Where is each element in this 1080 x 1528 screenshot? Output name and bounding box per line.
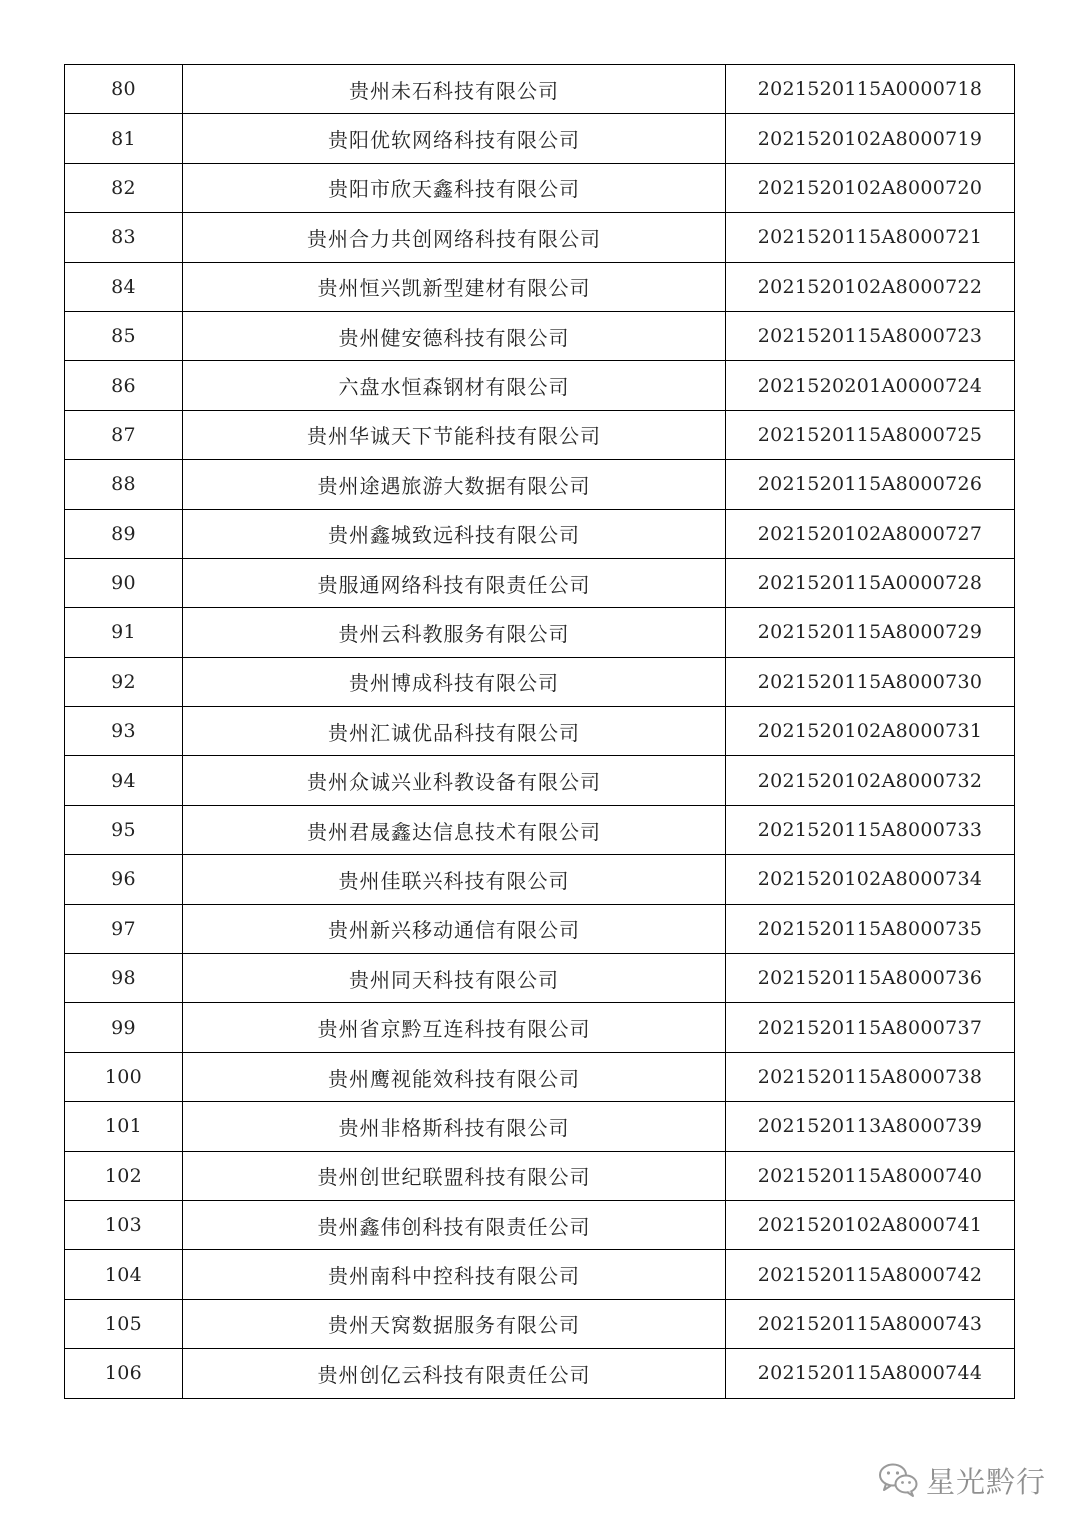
row-number: 106 xyxy=(65,1349,183,1398)
row-number: 100 xyxy=(65,1052,183,1101)
registration-code: 2021520115A8000726 xyxy=(726,460,1015,509)
table-row xyxy=(65,1250,1015,1299)
company-name: 贵州恒兴凯新型建材有限公司 xyxy=(183,262,726,311)
row-number: 80 xyxy=(65,65,183,114)
company-name: 贵州汇诚优品科技有限公司 xyxy=(183,707,726,756)
registration-code: 2021520115A8000740 xyxy=(726,1151,1015,1200)
row-number: 105 xyxy=(65,1299,183,1348)
company-name: 贵州途遇旅游大数据有限公司 xyxy=(183,460,726,509)
row-number: 99 xyxy=(65,1003,183,1052)
company-name: 贵州佳联兴科技有限公司 xyxy=(183,855,726,904)
registration-table xyxy=(64,64,1015,1399)
row-number: 91 xyxy=(65,608,183,657)
row-number: 85 xyxy=(65,311,183,360)
registration-code: 2021520115A8000725 xyxy=(726,410,1015,459)
row-number: 94 xyxy=(65,756,183,805)
table-row xyxy=(65,509,1015,558)
registration-code: 2021520115A8000733 xyxy=(726,805,1015,854)
table-row xyxy=(65,1349,1015,1398)
company-name: 贵州天窝数据服务有限公司 xyxy=(183,1299,726,1348)
registration-code: 2021520102A8000720 xyxy=(726,163,1015,212)
row-number: 82 xyxy=(65,163,183,212)
company-name: 贵州新兴移动通信有限公司 xyxy=(183,904,726,953)
company-name: 贵州鹰视能效科技有限公司 xyxy=(183,1052,726,1101)
registration-code: 2021520115A8000723 xyxy=(726,311,1015,360)
company-name: 贵州君晟鑫达信息技术有限公司 xyxy=(183,805,726,854)
row-number: 102 xyxy=(65,1151,183,1200)
wechat-icon xyxy=(878,1462,918,1498)
company-name: 贵州合力共创网络科技有限公司 xyxy=(183,213,726,262)
company-name: 贵州鑫伟创科技有限责任公司 xyxy=(183,1200,726,1249)
table-row xyxy=(65,114,1015,163)
company-name: 贵州同天科技有限公司 xyxy=(183,954,726,1003)
registration-code: 2021520102A8000719 xyxy=(726,114,1015,163)
table-row xyxy=(65,1200,1015,1249)
company-name: 贵州博成科技有限公司 xyxy=(183,657,726,706)
row-number: 95 xyxy=(65,805,183,854)
company-name: 贵阳优软网络科技有限公司 xyxy=(183,114,726,163)
row-number: 89 xyxy=(65,509,183,558)
table-row xyxy=(65,1052,1015,1101)
company-name: 贵阳市欣天鑫科技有限公司 xyxy=(183,163,726,212)
registration-code: 2021520102A8000741 xyxy=(726,1200,1015,1249)
table-body xyxy=(65,65,1015,1399)
row-number: 93 xyxy=(65,707,183,756)
registration-code: 2021520113A8000739 xyxy=(726,1102,1015,1151)
table-row xyxy=(65,1299,1015,1348)
registration-code: 2021520102A8000732 xyxy=(726,756,1015,805)
registration-code: 2021520115A8000736 xyxy=(726,954,1015,1003)
row-number: 98 xyxy=(65,954,183,1003)
registration-code: 2021520102A8000734 xyxy=(726,855,1015,904)
company-name: 贵州云科教服务有限公司 xyxy=(183,608,726,657)
row-number: 97 xyxy=(65,904,183,953)
registration-code: 2021520115A8000730 xyxy=(726,657,1015,706)
registration-code: 2021520201A0000724 xyxy=(726,361,1015,410)
registration-code: 2021520115A8000721 xyxy=(726,213,1015,262)
registration-code: 2021520115A0000718 xyxy=(726,65,1015,114)
registration-code: 2021520115A8000744 xyxy=(726,1349,1015,1398)
table-row xyxy=(65,608,1015,657)
registration-code: 2021520115A8000737 xyxy=(726,1003,1015,1052)
row-number: 84 xyxy=(65,262,183,311)
table-row xyxy=(65,707,1015,756)
table-row xyxy=(65,954,1015,1003)
table-row xyxy=(65,805,1015,854)
watermark xyxy=(878,1458,1046,1502)
company-name: 贵州健安德科技有限公司 xyxy=(183,311,726,360)
row-number: 103 xyxy=(65,1200,183,1249)
table-row xyxy=(65,262,1015,311)
row-number: 101 xyxy=(65,1102,183,1151)
row-number: 90 xyxy=(65,558,183,607)
table-row xyxy=(65,756,1015,805)
company-name: 贵州鑫城致远科技有限公司 xyxy=(183,509,726,558)
company-name: 六盘水恒森钢材有限公司 xyxy=(183,361,726,410)
company-name: 贵州未石科技有限公司 xyxy=(183,65,726,114)
table-row xyxy=(65,558,1015,607)
registration-code: 2021520115A8000735 xyxy=(726,904,1015,953)
registration-code: 2021520102A8000727 xyxy=(726,509,1015,558)
row-number: 86 xyxy=(65,361,183,410)
row-number: 87 xyxy=(65,410,183,459)
table-row xyxy=(65,311,1015,360)
table-row xyxy=(65,904,1015,953)
company-name: 贵州省京黔互连科技有限公司 xyxy=(183,1003,726,1052)
table-row xyxy=(65,1102,1015,1151)
registration-code: 2021520115A8000729 xyxy=(726,608,1015,657)
row-number: 92 xyxy=(65,657,183,706)
table-row xyxy=(65,1151,1015,1200)
registration-code: 2021520102A8000722 xyxy=(726,262,1015,311)
company-name: 贵州非格斯科技有限公司 xyxy=(183,1102,726,1151)
table-row xyxy=(65,657,1015,706)
row-number: 96 xyxy=(65,855,183,904)
company-name: 贵服通网络科技有限责任公司 xyxy=(183,558,726,607)
registration-code: 2021520115A0000728 xyxy=(726,558,1015,607)
table-row xyxy=(65,855,1015,904)
table-row xyxy=(65,410,1015,459)
registration-code: 2021520115A8000738 xyxy=(726,1052,1015,1101)
table-row xyxy=(65,65,1015,114)
row-number: 81 xyxy=(65,114,183,163)
company-name: 贵州华诚天下节能科技有限公司 xyxy=(183,410,726,459)
company-name: 贵州创世纪联盟科技有限公司 xyxy=(183,1151,726,1200)
company-name: 贵州南科中控科技有限公司 xyxy=(183,1250,726,1299)
table-row xyxy=(65,361,1015,410)
table-row xyxy=(65,213,1015,262)
table-row xyxy=(65,1003,1015,1052)
table-row xyxy=(65,163,1015,212)
watermark-text: 星光黔行 xyxy=(925,1464,1046,1499)
company-name: 贵州众诚兴业科教设备有限公司 xyxy=(183,756,726,805)
registration-code: 2021520115A8000742 xyxy=(726,1250,1015,1299)
registration-code: 2021520115A8000743 xyxy=(726,1299,1015,1348)
company-name: 贵州创亿云科技有限责任公司 xyxy=(183,1349,726,1398)
registration-code: 2021520102A8000731 xyxy=(726,707,1015,756)
row-number: 88 xyxy=(65,460,183,509)
row-number: 104 xyxy=(65,1250,183,1299)
table-row xyxy=(65,460,1015,509)
row-number: 83 xyxy=(65,213,183,262)
